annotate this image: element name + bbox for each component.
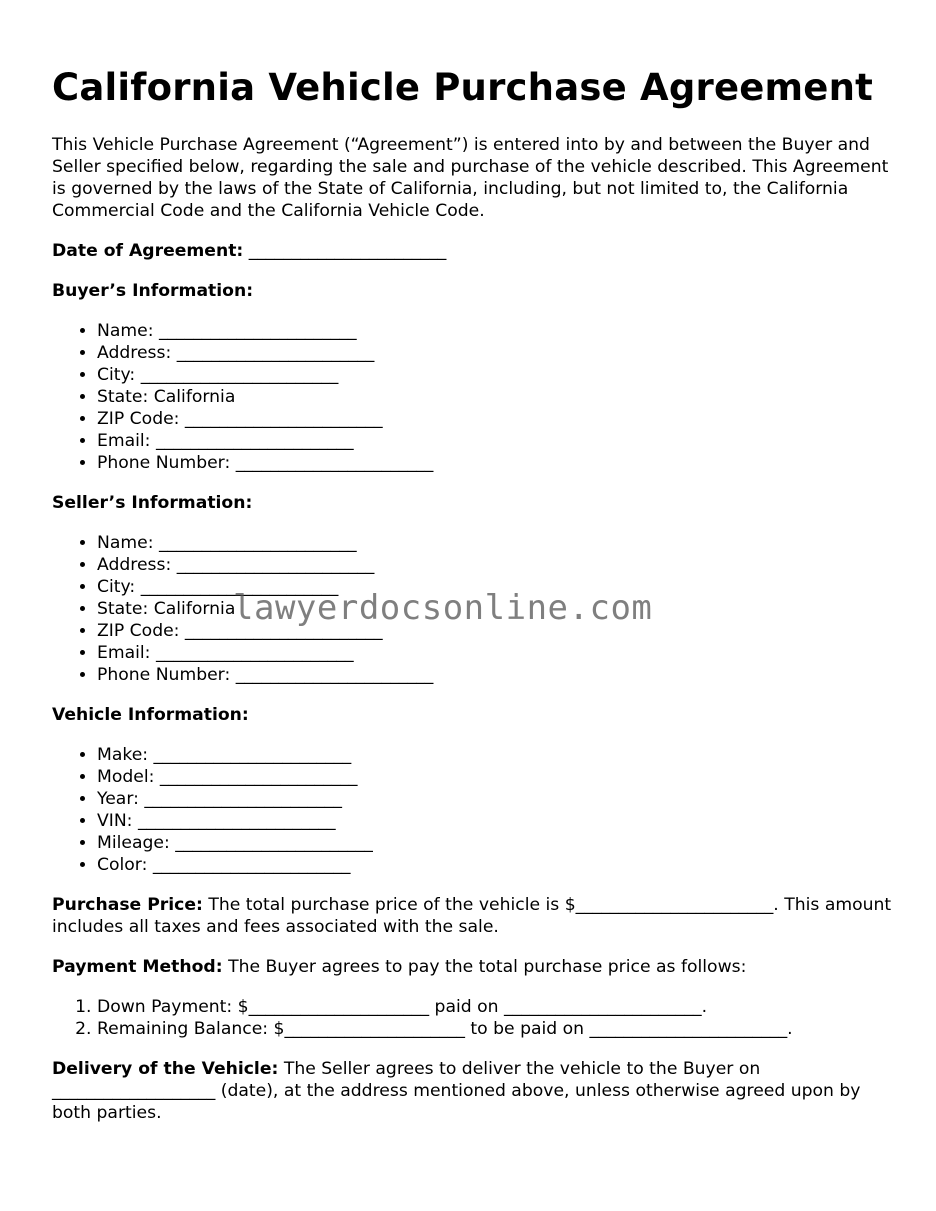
date-of-agreement — [52, 240, 892, 262]
intro-paragraph: This Vehicle Purchase Agreement (“Agreement”) is entered into by and between the Buyer and Seller specified below, regarding the sale and purchase of the vehicle described. This Agreement is governed by the laws of the State of California, including, but not limited to, the California Commercial Code and the California Vehicle Code. — [52, 135, 889, 221]
document-title: California Vehicle Purchase Agreement — [52, 66, 874, 109]
buyer-state: • State: California — [97, 386, 892, 408]
seller-name: • Name: _______________________ — [97, 532, 892, 554]
vehicle-color: • Color: _______________________ — [97, 854, 892, 876]
delivery-paragraph — [52, 1058, 892, 1124]
vehicle-make: • Make: _______________________ — [97, 744, 892, 766]
watermark: lawyerdocsonline.com — [233, 588, 653, 628]
buyer-name: • Name: _______________________ — [97, 320, 892, 342]
seller-zip: • ZIP Code: _______________________ — [97, 620, 892, 642]
seller-heading: Seller’s Information: — [52, 493, 253, 513]
seller-address: • Address: _______________________ — [97, 554, 892, 576]
vehicle-model: • Model: _______________________ — [97, 766, 892, 788]
seller-city: • City: _______________________ — [97, 576, 892, 598]
seller-email: • Email: _______________________ — [97, 642, 892, 664]
down-payment: 1. Down Payment: $_____________________ paid on _______________________. — [97, 996, 892, 1018]
payment-method-paragraph — [52, 956, 892, 978]
payment-method-list — [52, 996, 892, 1040]
date-of-agreement-field: _______________________ — [243, 241, 447, 261]
buyer-city: • City: _______________________ — [97, 364, 892, 386]
remaining-balance: 2. Remaining Balance: $_____________________ to be paid on _______________________. — [97, 1018, 892, 1040]
vehicle-info-list — [52, 744, 892, 876]
buyer-zip: • ZIP Code: _______________________ — [97, 408, 892, 430]
vehicle-vin: • VIN: _______________________ — [97, 810, 892, 832]
delivery-label: Delivery of the Vehicle: — [52, 1059, 279, 1079]
vehicle-heading: Vehicle Information: — [52, 705, 249, 725]
payment-method-label: Payment Method: — [52, 957, 223, 977]
vehicle-year: • Year: _______________________ — [97, 788, 892, 810]
document-body — [52, 134, 892, 1142]
seller-phone: • Phone Number: _______________________ — [97, 664, 892, 686]
seller-state: • State: California — [97, 598, 892, 620]
vehicle-mileage: • Mileage: _______________________ — [97, 832, 892, 854]
buyer-info-list — [52, 320, 892, 474]
purchase-price-label: Purchase Price: — [52, 895, 203, 915]
delivery-text: The Seller agrees to deliver the vehicle to the Buyer on ___________________ (date), at the address mentioned above, unless otherwise agreed upon by both parties. — [52, 1059, 861, 1123]
buyer-phone: • Phone Number: _______________________ — [97, 452, 892, 474]
purchase-price-text: The total purchase price of the vehicle is $_______________________. This amount includes all taxes and fees associated with the sale. — [52, 895, 892, 937]
payment-method-text: The Buyer agrees to pay the total purchase price as follows: — [222, 957, 747, 977]
purchase-price-paragraph — [52, 894, 892, 938]
buyer-email: • Email: _______________________ — [97, 430, 892, 452]
buyer-address: • Address: _______________________ — [97, 342, 892, 364]
buyer-heading: Buyer’s Information: — [52, 281, 254, 301]
date-of-agreement-label: Date of Agreement: — [52, 241, 244, 261]
